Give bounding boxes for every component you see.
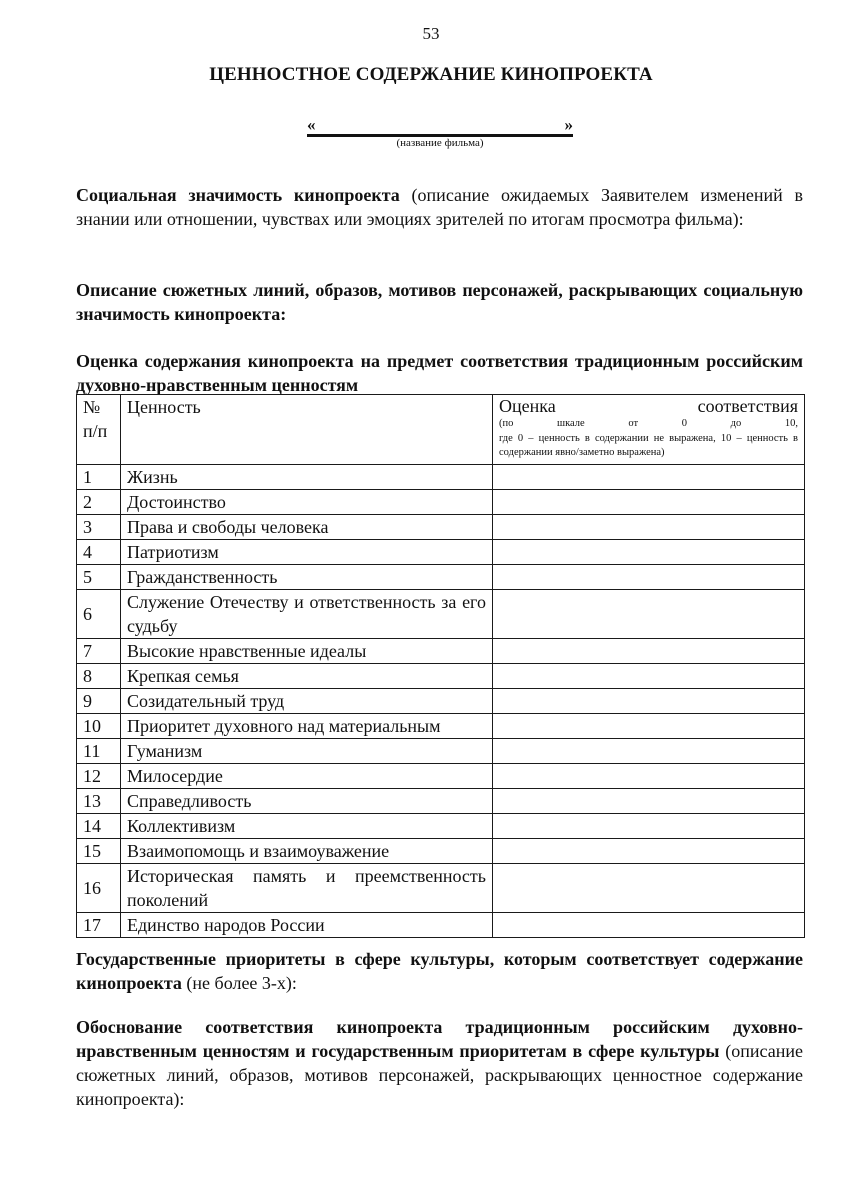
row-number: 3 — [77, 515, 121, 540]
row-score-cell[interactable] — [493, 565, 805, 590]
page-number: 53 — [422, 24, 440, 43]
table-row — [77, 789, 805, 814]
header-score-note — [499, 417, 798, 461]
table-row — [77, 664, 805, 689]
row-score-cell[interactable] — [493, 639, 805, 664]
header-score-note-line1: (по шкале от 0 до 10, — [499, 418, 798, 429]
row-value: Служение Отечеству и ответственность за его судьбу — [121, 590, 493, 639]
section-social-description: (описание ожидаемых Заявителем изменений в знании или отношении, чувствах или эмоциях зрителей по итогам просмотра фильма): — [76, 185, 803, 229]
row-score-cell[interactable] — [493, 864, 805, 913]
table-row — [77, 913, 805, 938]
section-justification-description: (описание сюжетных линий, образов, мотивов персонажей, раскрывающих ценностное содержание кинопроекта): — [76, 1041, 803, 1109]
row-value: Высокие нравственные идеалы — [121, 639, 493, 664]
row-score-cell[interactable] — [493, 590, 805, 639]
row-value: Приоритет духовного над материальным — [121, 714, 493, 739]
row-score-cell[interactable] — [493, 490, 805, 515]
table-row — [77, 689, 805, 714]
section-values-rating — [76, 349, 803, 397]
row-score-cell[interactable] — [493, 465, 805, 490]
table-row — [77, 764, 805, 789]
row-number: 2 — [77, 490, 121, 515]
row-value: Патриотизм — [121, 540, 493, 565]
row-score-cell[interactable] — [493, 789, 805, 814]
header-number: № п/п — [77, 395, 121, 465]
table-row — [77, 639, 805, 664]
row-value: Коллективизм — [121, 814, 493, 839]
table-row — [77, 739, 805, 764]
section-social-heading: Социальная значимость кинопроекта — [76, 185, 400, 205]
row-score-cell[interactable] — [493, 515, 805, 540]
open-quote: « — [307, 115, 316, 134]
table-row — [77, 465, 805, 490]
row-value: Гражданственность — [121, 565, 493, 590]
row-score-cell[interactable] — [493, 714, 805, 739]
section-priorities-note: (не более 3-х): — [181, 973, 297, 993]
table-header-row — [77, 395, 805, 465]
table-row — [77, 565, 805, 590]
row-number: 11 — [77, 739, 121, 764]
close-quote: » — [564, 115, 573, 134]
section-justification-heading: Обоснование соответствия кинопроекта традиционным российским духовно-нравственным ценностям и государственным приоритетам в сфере культуры — [76, 1017, 803, 1061]
row-score-cell[interactable] — [493, 764, 805, 789]
row-number: 8 — [77, 664, 121, 689]
row-score-cell[interactable] — [493, 739, 805, 764]
film-title-caption: (название фильма) — [396, 137, 484, 149]
row-number: 1 — [77, 465, 121, 490]
table-row — [77, 864, 805, 913]
document-title: ЦЕННОСТНОЕ СОДЕРЖАНИЕ КИНОПРОЕКТА — [209, 64, 653, 85]
row-number: 12 — [77, 764, 121, 789]
row-value: Созидательный труд — [121, 689, 493, 714]
row-score-cell[interactable] — [493, 839, 805, 864]
row-value: Милосердие — [121, 764, 493, 789]
row-number: 10 — [77, 714, 121, 739]
table-row — [77, 814, 805, 839]
row-score-cell[interactable] — [493, 913, 805, 938]
section-social-significance — [76, 183, 803, 231]
row-value: Гуманизм — [121, 739, 493, 764]
section-priorities-heading: Государственные приоритеты в сфере культуры, которым соответствует содержание кинопроекта — [76, 949, 803, 993]
header-value: Ценность — [121, 395, 493, 465]
row-value: Крепкая семья — [121, 664, 493, 689]
table-row — [77, 839, 805, 864]
row-number: 4 — [77, 540, 121, 565]
header-score — [493, 395, 805, 465]
section-plot-description — [76, 278, 803, 326]
section-rating-heading: Оценка содержания кинопроекта на предмет соответствия традиционным российским духовно-нравственным ценностям — [76, 351, 803, 395]
table-row — [77, 714, 805, 739]
row-number: 15 — [77, 839, 121, 864]
table-row — [77, 515, 805, 540]
section-justification — [76, 1015, 803, 1111]
row-number: 17 — [77, 913, 121, 938]
section-state-priorities — [76, 947, 803, 995]
row-number: 16 — [77, 864, 121, 913]
film-title-field[interactable] — [307, 115, 573, 137]
row-number: 6 — [77, 590, 121, 639]
table-row — [77, 490, 805, 515]
row-score-cell[interactable] — [493, 540, 805, 565]
row-value: Справедливость — [121, 789, 493, 814]
row-number: 7 — [77, 639, 121, 664]
table-row — [77, 590, 805, 639]
row-number: 14 — [77, 814, 121, 839]
row-value: Права и свободы человека — [121, 515, 493, 540]
row-number: 13 — [77, 789, 121, 814]
table-row — [77, 540, 805, 565]
row-score-cell[interactable] — [493, 689, 805, 714]
row-number: 5 — [77, 565, 121, 590]
values-rating-table — [76, 394, 805, 938]
row-value: Достоинство — [121, 490, 493, 515]
row-score-cell[interactable] — [493, 664, 805, 689]
row-score-cell[interactable] — [493, 814, 805, 839]
row-value: Взаимопомощь и взаимоуважение — [121, 839, 493, 864]
header-score-title: Оценка соответствия — [499, 396, 798, 416]
row-number: 9 — [77, 689, 121, 714]
section-plot-heading: Описание сюжетных линий, образов, мотивов персонажей, раскрывающих социальную значимость кинопроекта: — [76, 280, 803, 324]
header-score-note-rest: где 0 – ценность в содержании не выражена, 10 – ценность в содержании явно/заметно выражена) — [499, 432, 798, 458]
row-value: Историческая память и преемственность поколений — [121, 864, 493, 913]
row-value: Единство народов России — [121, 913, 493, 938]
row-value: Жизнь — [121, 465, 493, 490]
